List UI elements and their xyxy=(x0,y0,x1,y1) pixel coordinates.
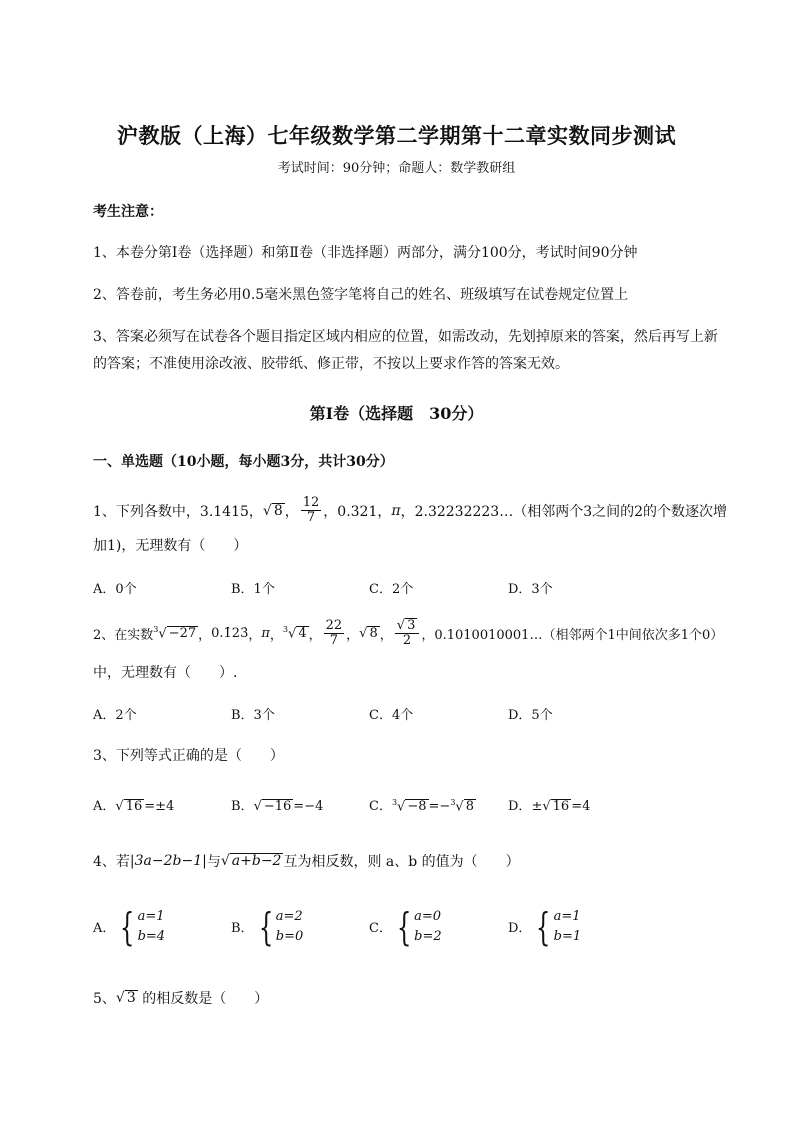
q5-sqrt3: √ 3 xyxy=(115,989,136,1006)
q2-cbrt-m27: $^3$√ −27 xyxy=(153,624,197,642)
q4-option-d[interactable]: D． { a=1 b=1 xyxy=(508,904,582,949)
q1-sqrt8: √ 8 xyxy=(262,502,283,519)
q3-option-d[interactable]: D．±√ 16 =4 xyxy=(508,799,591,814)
q2-fraction-2: $\frac{√ 3}{2}$ xyxy=(395,618,420,649)
q1-pi: π xyxy=(391,502,401,519)
q4-option-a[interactable]: A． { a=1 b=4 xyxy=(93,904,166,949)
q3-option-b[interactable]: B．√ −16 =−4 xyxy=(231,799,324,814)
question-3-stem: 3、下列等式正确的是（ ） xyxy=(93,748,284,764)
q1-option-a[interactable]: A．0个 xyxy=(93,582,137,597)
notice-item-1: 1、本卷分第I卷（选择题）和第Ⅱ卷（非选择题）两部分，满分100分，考试时间90分钟 xyxy=(93,245,638,261)
q2-fraction-1: $\frac{22}{7}$ xyxy=(325,617,343,648)
q2-pi: π xyxy=(261,625,270,641)
q1-tail: ，2.32232223…（相邻两个3之间的2的个数逐次增 xyxy=(400,503,728,520)
q1-mid: ，0.321， xyxy=(323,503,392,520)
part-heading: 一、单选题（10小题，每小题3分，共计30分） xyxy=(93,454,394,470)
q2-cbrt4: $^3$√ 4 xyxy=(282,624,307,642)
q2-repeating-decimal: 0.1̇23̇ xyxy=(211,625,249,641)
q4-absolute-value: |3a−2b−1| xyxy=(129,853,207,869)
q3-option-c[interactable]: C．$^3$√ −8 =−$^3$√ 8 xyxy=(369,797,474,814)
q2-tail: ，0.1010010001…（相邻两个1中间依次多1个0） xyxy=(421,627,724,643)
q2-option-a[interactable]: A．2个 xyxy=(93,708,137,723)
notice-item-3: 3、答案必须写在试卷各个题目指定区域内相应的位置，如需改动，先划掉原来的答案，然后再写上新 xyxy=(93,329,718,345)
q1-option-d[interactable]: D．3个 xyxy=(508,582,553,597)
question-2-line-1: 2、在实数 $^3$√ −27 ， 0.1̇23̇ ， π ， $^3$√ 4 ， $\frac{22}{7}$ ， √ 8 ， $\frac{√ 3}{2}$ ，0.1010010001…（相邻两个1中间依次多1个0） xyxy=(93,617,724,649)
q2-option-b[interactable]: B．3个 xyxy=(231,708,275,723)
q2-option-d[interactable]: D．5个 xyxy=(508,708,553,723)
exam-meta: 考试时间：90分钟；命题人：数学教研组 xyxy=(277,161,516,176)
q1-option-c[interactable]: C．2个 xyxy=(369,582,414,597)
notice-item-2: 2、答卷前，考生务必用0.5毫米黑色签字笔将自己的姓名、班级填写在试卷规定位置上 xyxy=(93,287,629,303)
q2-prefix: 2、在实数 xyxy=(93,627,154,643)
question-1-line-1: 1、下列各数中，3.1415， √ 8 ， $\frac{12}{7}$ ，0.321， π ，2.32232223…（相邻两个3之间的2的个数逐次增 xyxy=(93,495,728,526)
notice-heading: 考生注意： xyxy=(93,204,163,220)
q1-prefix: 1、下列各数中，3.1415， xyxy=(93,503,263,520)
question-5-stem: 5、 √ 3 的相反数是（ ） xyxy=(93,989,269,1007)
page-title: 沪教版（上海）七年级数学第二学期第十二章实数同步测试 xyxy=(117,123,676,148)
notice-item-3-cont: 的答案；不准使用涂改液、胶带纸、修正带，不按以上要求作答的答案无效。 xyxy=(93,356,569,372)
q4-sqrt: √ a+b−2 xyxy=(220,852,282,869)
section-title: 第I卷（选择题 30分） xyxy=(309,404,484,423)
q2-sqrt8: √ 8 xyxy=(359,625,378,641)
q2-option-c[interactable]: C．4个 xyxy=(369,708,414,723)
question-1-line-2: 加1)，无理数有（ ） xyxy=(93,538,248,554)
q4-option-c[interactable]: C． { a=0 b=2 xyxy=(369,904,442,949)
question-4-stem: 4、若 |3a−2b−1| 与 √ a+b−2 互为相反数，则 a、b 的值为（ ） xyxy=(93,852,520,870)
q4-option-b[interactable]: B． { a=2 b=0 xyxy=(231,904,304,949)
q1-option-b[interactable]: B．1个 xyxy=(231,582,275,597)
q3-option-a[interactable]: A．√ 16 =±4 xyxy=(93,799,175,814)
question-2-line-2: 中，无理数有（ ）. xyxy=(93,665,238,681)
q1-fraction: $\frac{12}{7}$ xyxy=(302,495,320,526)
